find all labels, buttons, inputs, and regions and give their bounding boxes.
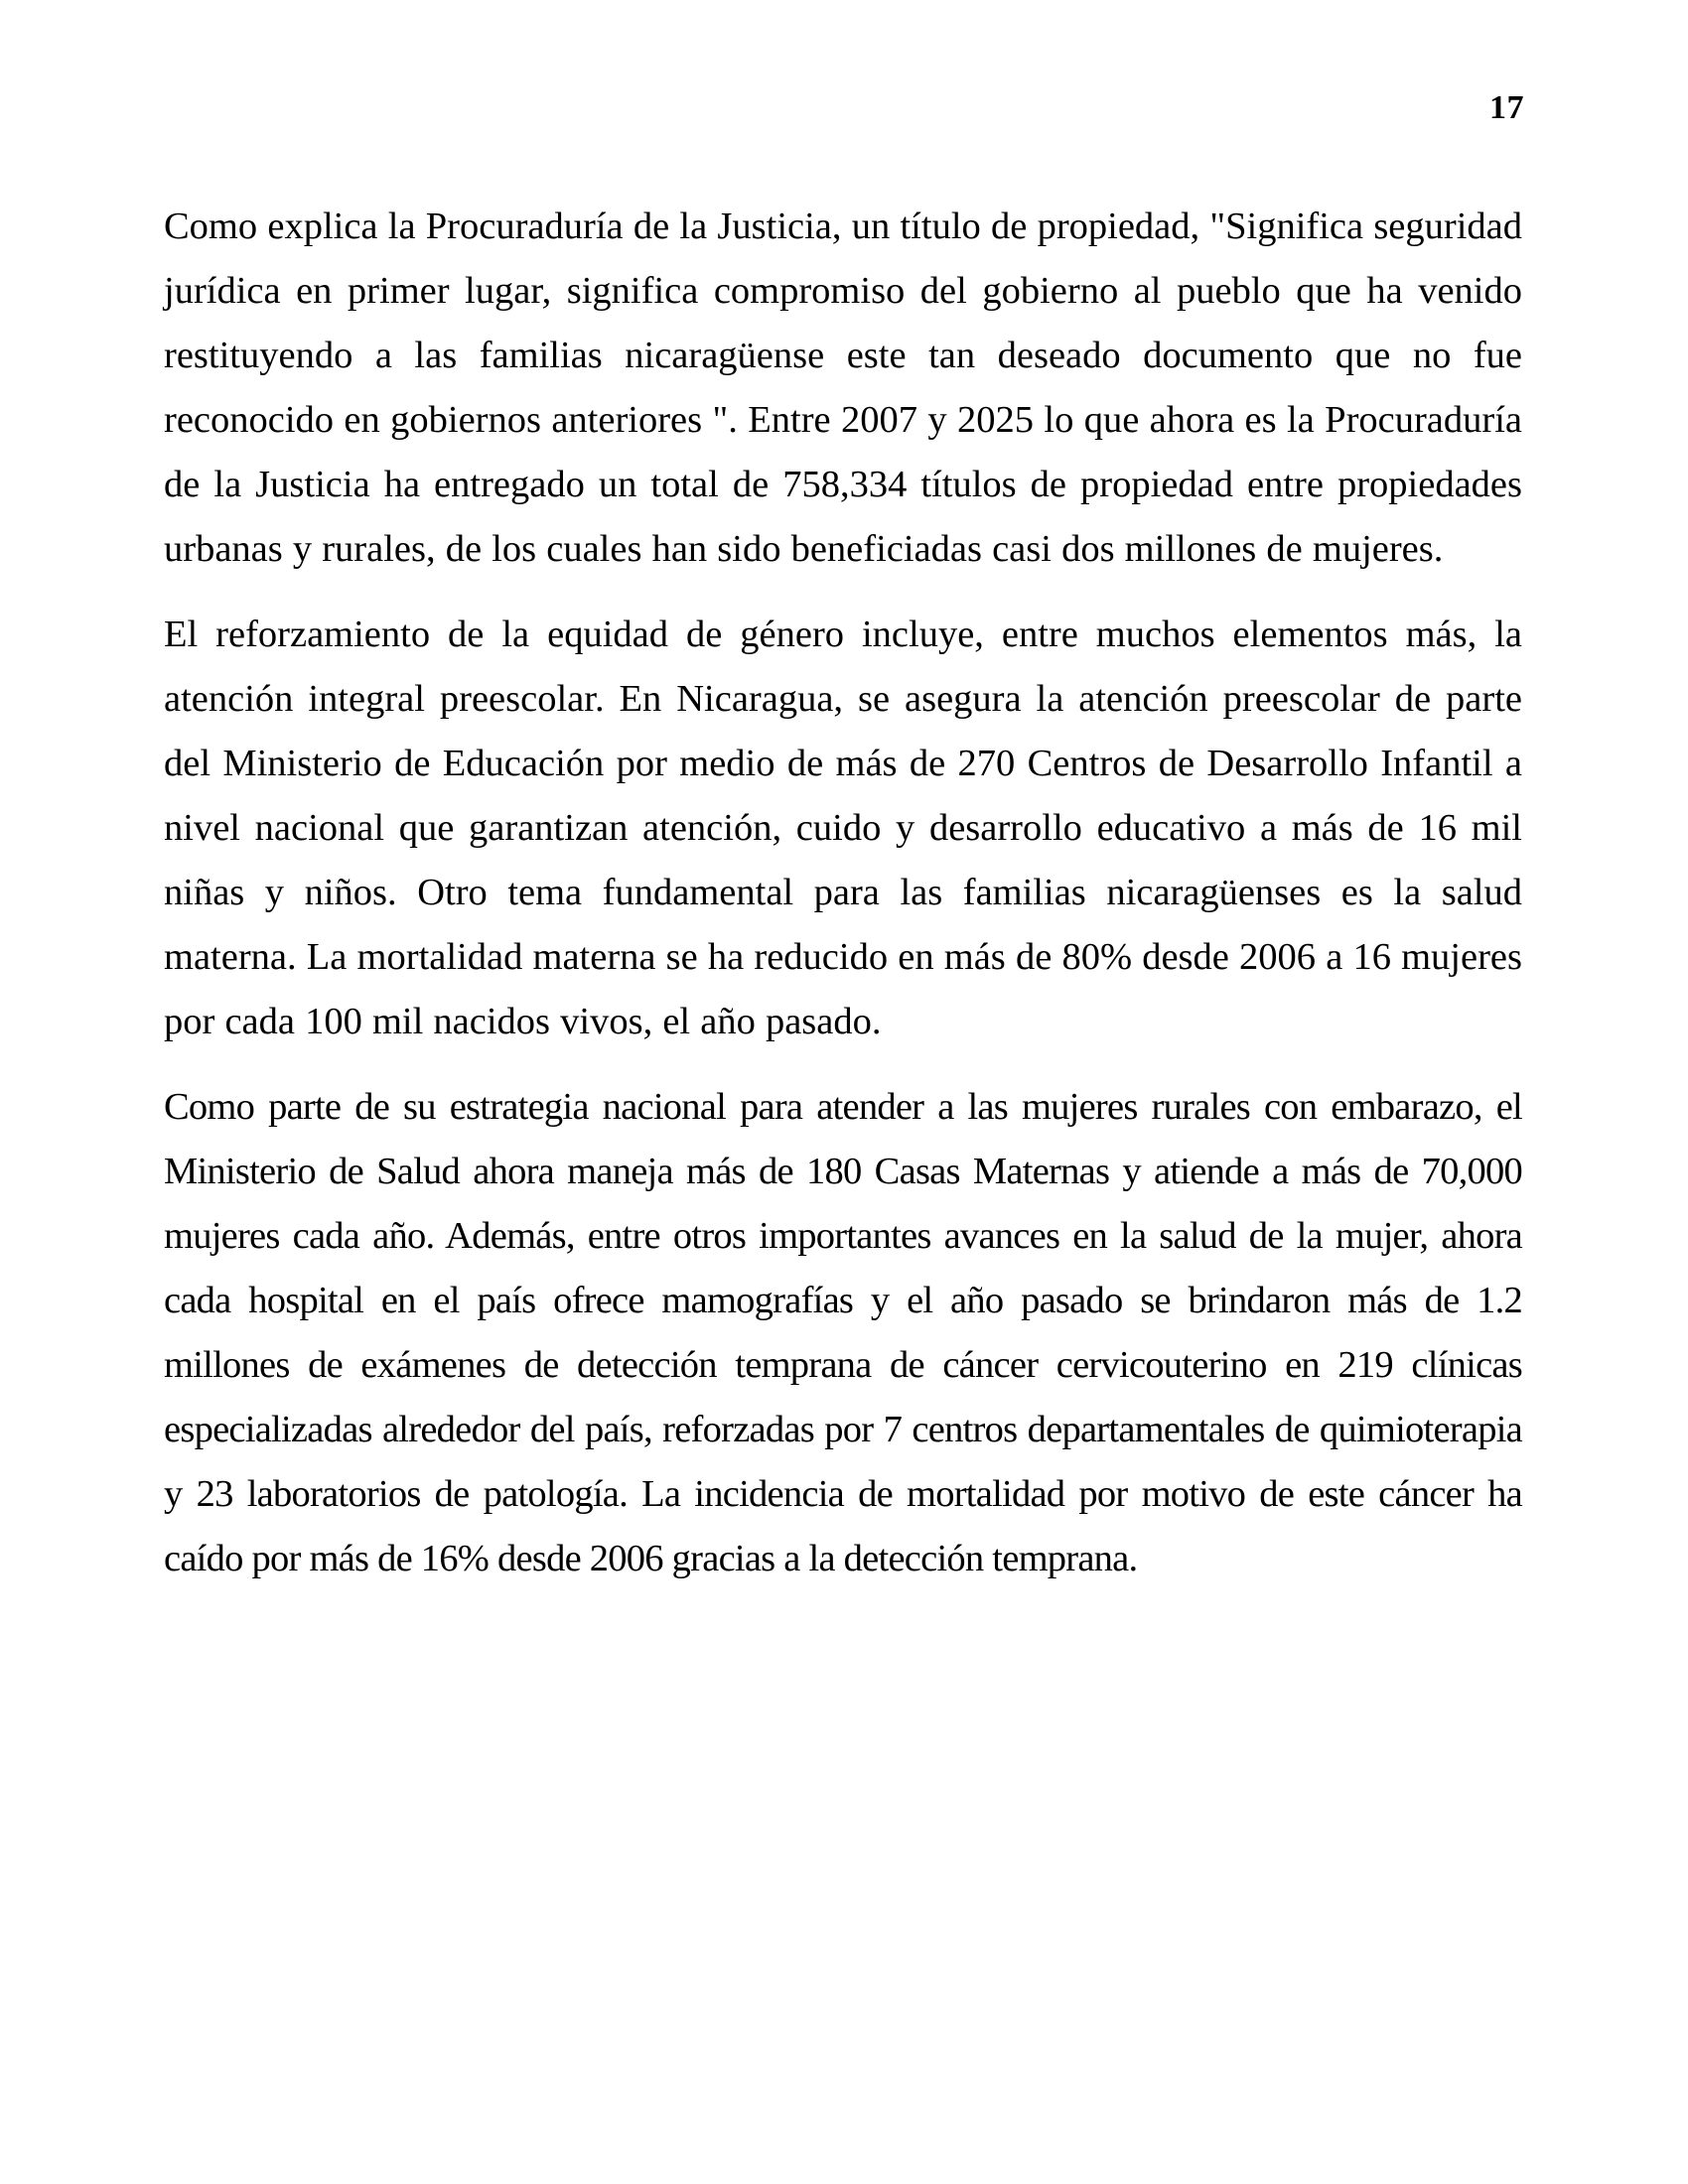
paragraph-3: Como parte de su estrategia nacional para atender a las mujeres rurales con embarazo, el Ministerio de Salud ahora maneja más de 180 Casas Maternas y atiende a más de 70,000 mujeres cada año. Además, entre otros importantes avances en la salud de la mujer, ahora cada hospital en el país ofrece mamografías y el año pasado se brindaron más de 1.2 millones de exámenes de detección temprana de cáncer cervicouterino en 219 clínicas especializadas alrededor del país, reforzadas por 7 centros departamentales de quimioterapia y 23 laboratorios de patología. La incidencia de mortalidad por motivo de este cáncer ha caído por más de 16% desde 2006 gracias a la detección temprana. bbox=[164, 1086, 1522, 1579]
page-header bbox=[164, 89, 1524, 149]
document-body bbox=[164, 195, 1522, 1591]
paragraph-2: El reforzamiento de la equidad de género incluye, entre muchos elementos más, la atención integral preescolar. En Nicaragua, se asegura la atención preescolar de parte del Ministerio de Educación por medio de más de 270 Centros de Desarrollo Infantil a nivel nacional que garantizan atención, cuido y desarrollo educativo a más de 16 mil niñas y niños. Otro tema fundamental para las familias nicaragüenses es la salud materna. La mortalidad materna se ha reducido en más de 80% desde 2006 a 16 mujeres por cada 100 mil nacidos vivos, el año pasado. bbox=[164, 614, 1522, 1042]
paragraph-1: Como explica la Procuraduría de la Justicia, un título de propiedad, "Significa seguridad jurídica en primer lugar, significa compromiso del gobierno al pueblo que ha venido restituyendo a las familias nicaragüense este tan deseado documento que no fue reconocido en gobiernos anteriores ". Entre 2007 y 2025 lo que ahora es la Procuraduría de la Justicia ha entregado un total de 758,334 títulos de propiedad entre propiedades urbanas y rurales, de los cuales han sido beneficiadas casi dos millones de mujeres. bbox=[164, 205, 1522, 570]
page-number: 17 bbox=[1489, 89, 1524, 126]
